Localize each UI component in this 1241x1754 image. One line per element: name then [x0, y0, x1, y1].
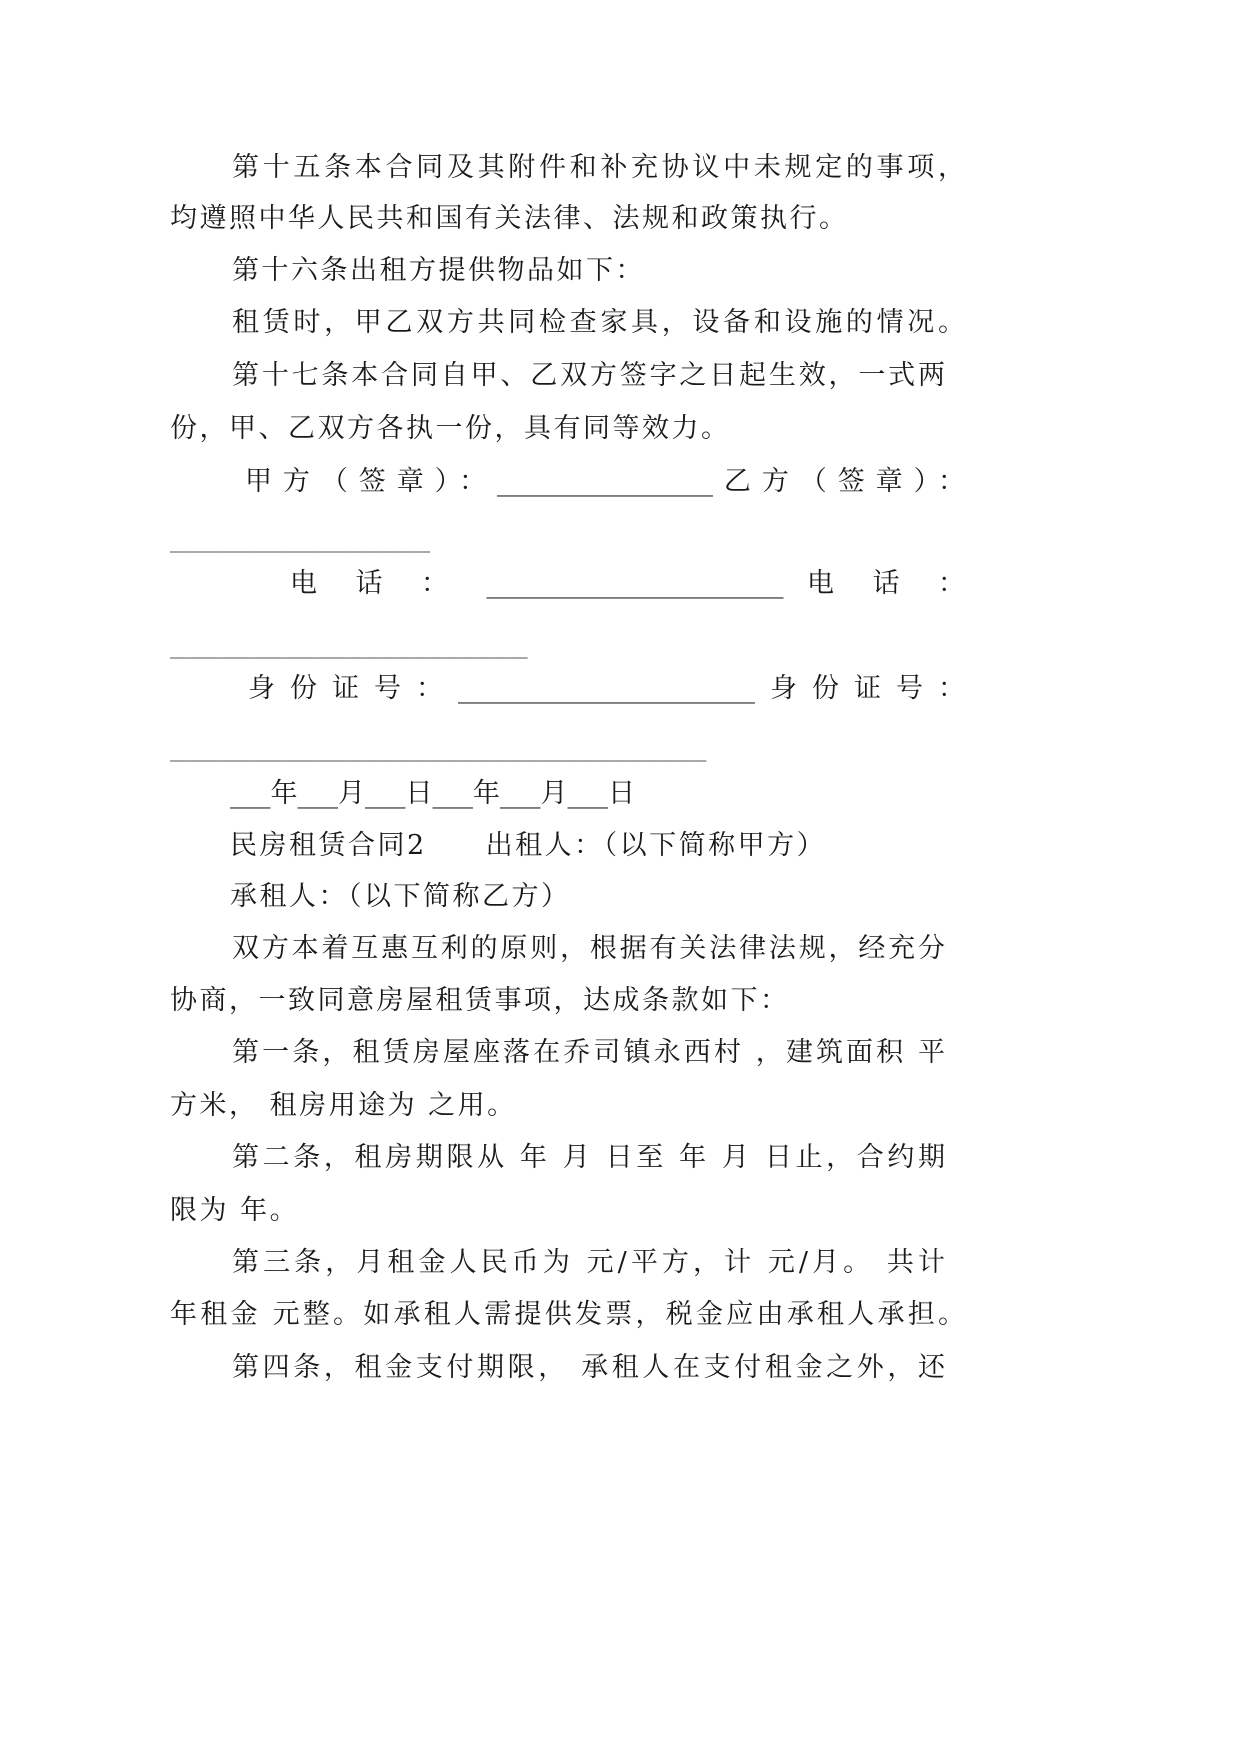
phone-line: 电 话 ： ______________________ 电 话 ： — [290, 568, 965, 599]
clause-16-line: 第十六条出租方提供物品如下： — [232, 255, 645, 286]
preamble-line-1: 双方本着互惠互利的原则，根据有关法律法规，经充分 — [232, 933, 945, 964]
article-3-line-1: 第三条，月租金人民币为 元/平方，计 元/月。 共计 — [232, 1247, 945, 1278]
date-line: ___年___月___日___年___月___日 — [230, 778, 635, 809]
clause-15-line-1: 第十五条本合同及其附件和补充协议中未规定的事项， — [232, 152, 965, 183]
article-2-line-2: 限为 年。 — [170, 1195, 300, 1226]
signature-line: 甲方（签章）：________________乙方（签章）： — [245, 466, 965, 497]
lessee-line: 承租人：（以下简称乙方） — [230, 881, 571, 912]
clause-17-line-2: 份，甲、乙双方各执一份，具有同等效力。 — [170, 413, 731, 444]
id-number-line: 身份证号：______________________身份证号： — [248, 673, 965, 704]
article-1-line-2: 方米， 租房用途为 之用。 — [170, 1090, 517, 1121]
inspection-line: 租赁时，甲乙双方共同检查家具，设备和设施的情况。 — [232, 307, 965, 338]
preamble-line-2: 协商，一致同意房屋租赁事项，达成条款如下： — [170, 985, 790, 1016]
phone-blank: ______________________ — [170, 628, 528, 659]
article-3-line-2: 年租金 元整。如承租人需提供发票，税金应由承租人承担。 — [170, 1299, 965, 1330]
article-4-line-1: 第四条，租金支付期限， 承租人在支付租金之外，还 — [232, 1352, 945, 1383]
article-1-line-1: 第一条，租赁房屋座落在乔司镇永西村 ，建筑面积 平 — [232, 1037, 945, 1068]
signature-blank: ________________ — [170, 522, 431, 553]
clause-17-line-1: 第十七条本合同自甲、乙双方签字之日起生效，一式两 — [232, 360, 945, 391]
id-number-blank: _________________________________ — [170, 731, 707, 762]
contract-2-heading: 民房租赁合同2 出租人：（以下简称甲方） — [230, 830, 827, 861]
article-2-line-1: 第二条，租房期限从 年 月 日至 年 月 日止，合约期 — [232, 1142, 945, 1173]
clause-15-line-2: 均遵照中华人民共和国有关法律、法规和政策执行。 — [170, 203, 849, 234]
